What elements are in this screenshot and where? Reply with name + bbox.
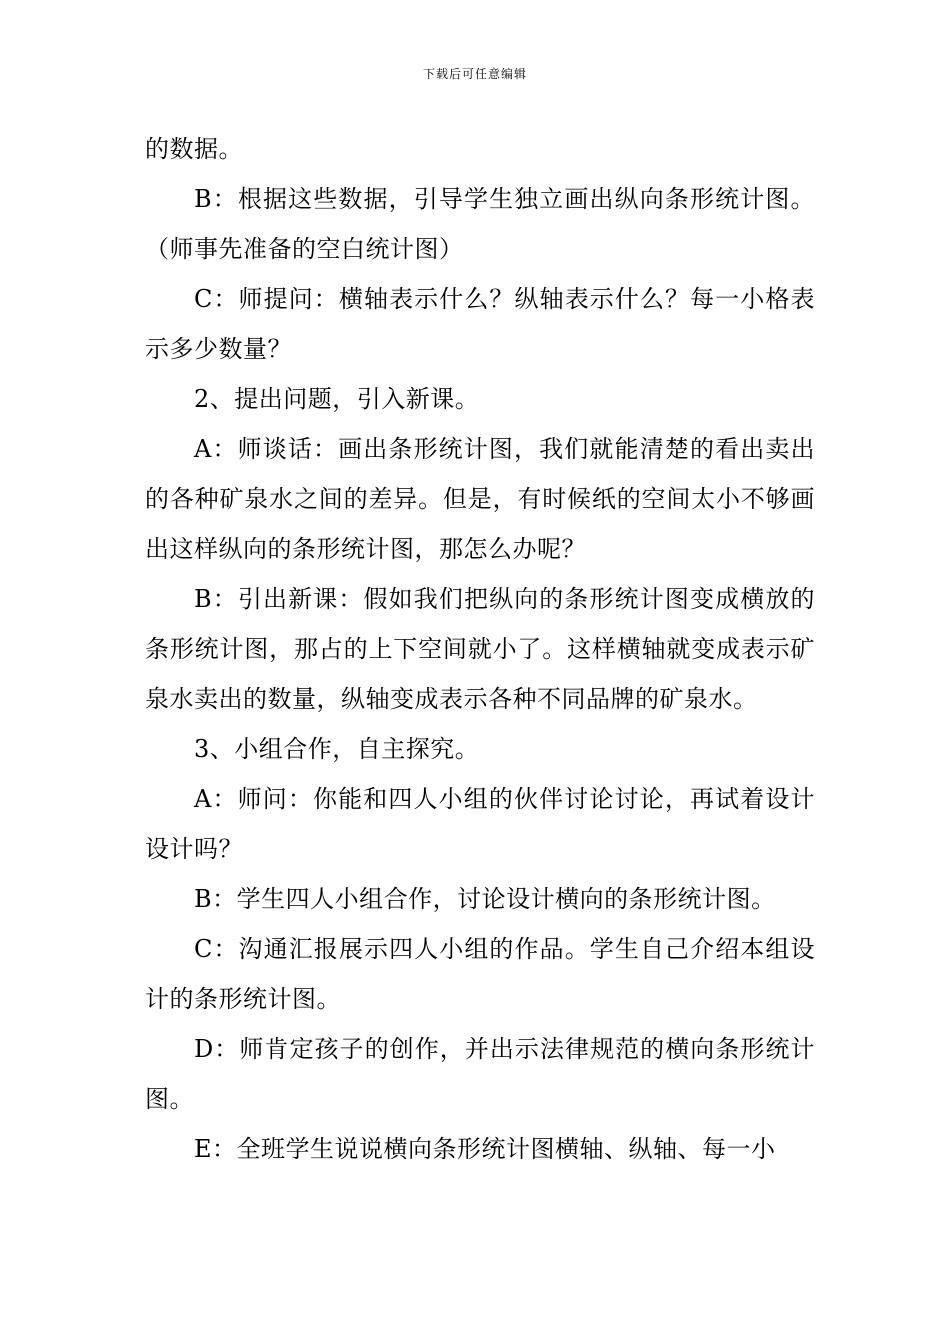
paragraph-2: B：根据这些数据，引导学生独立画出纵向条形统计图。（师事先准备的空白统计图） <box>145 185 815 263</box>
paragraph-9: B：学生四人小组合作，讨论设计横向的条形统计图。 <box>194 885 776 913</box>
paragraph-12: E：全班学生说说横向条形统计图横轴、纵轴、每一小 <box>194 1135 776 1163</box>
paragraph-8: A：师问：你能和四人小组的伙伴讨论讨论，再试着设计设计吗？ <box>145 785 815 863</box>
paragraph-4: 2、提出问题，引入新课。 <box>194 385 480 413</box>
paragraph-7: 3、小组合作，自主探究。 <box>194 735 480 763</box>
document-body <box>145 124 815 1174</box>
paragraph-5: A：师谈话：画出条形统计图，我们就能清楚的看出卖出的各种矿泉水之间的差异。但是，有时候纸的空间太小不够画出这样纵向的条形统计图，那怎么办呢？ <box>145 435 815 563</box>
paragraph-3: C：师提问：横轴表示什么？纵轴表示什么？每一小格表示多少数量？ <box>145 285 815 363</box>
page-header: 下载后可任意编辑 <box>422 67 527 81</box>
paragraph-10: C：沟通汇报展示四人小组的作品。学生自己介绍本组设计的条形统计图。 <box>145 935 815 1013</box>
paragraph-6: B：引出新课：假如我们把纵向的条形统计图变成横放的条形统计图，那占的上下空间就小了。这样横轴就变成表示矿泉水卖出的数量，纵轴变成表示各种不同品牌的矿泉水。 <box>145 585 815 713</box>
paragraph-1: 的数据。 <box>145 135 243 163</box>
paragraph-11: D：师肯定孩子的创作，并出示法律规范的横向条形统计图。 <box>145 1035 815 1113</box>
